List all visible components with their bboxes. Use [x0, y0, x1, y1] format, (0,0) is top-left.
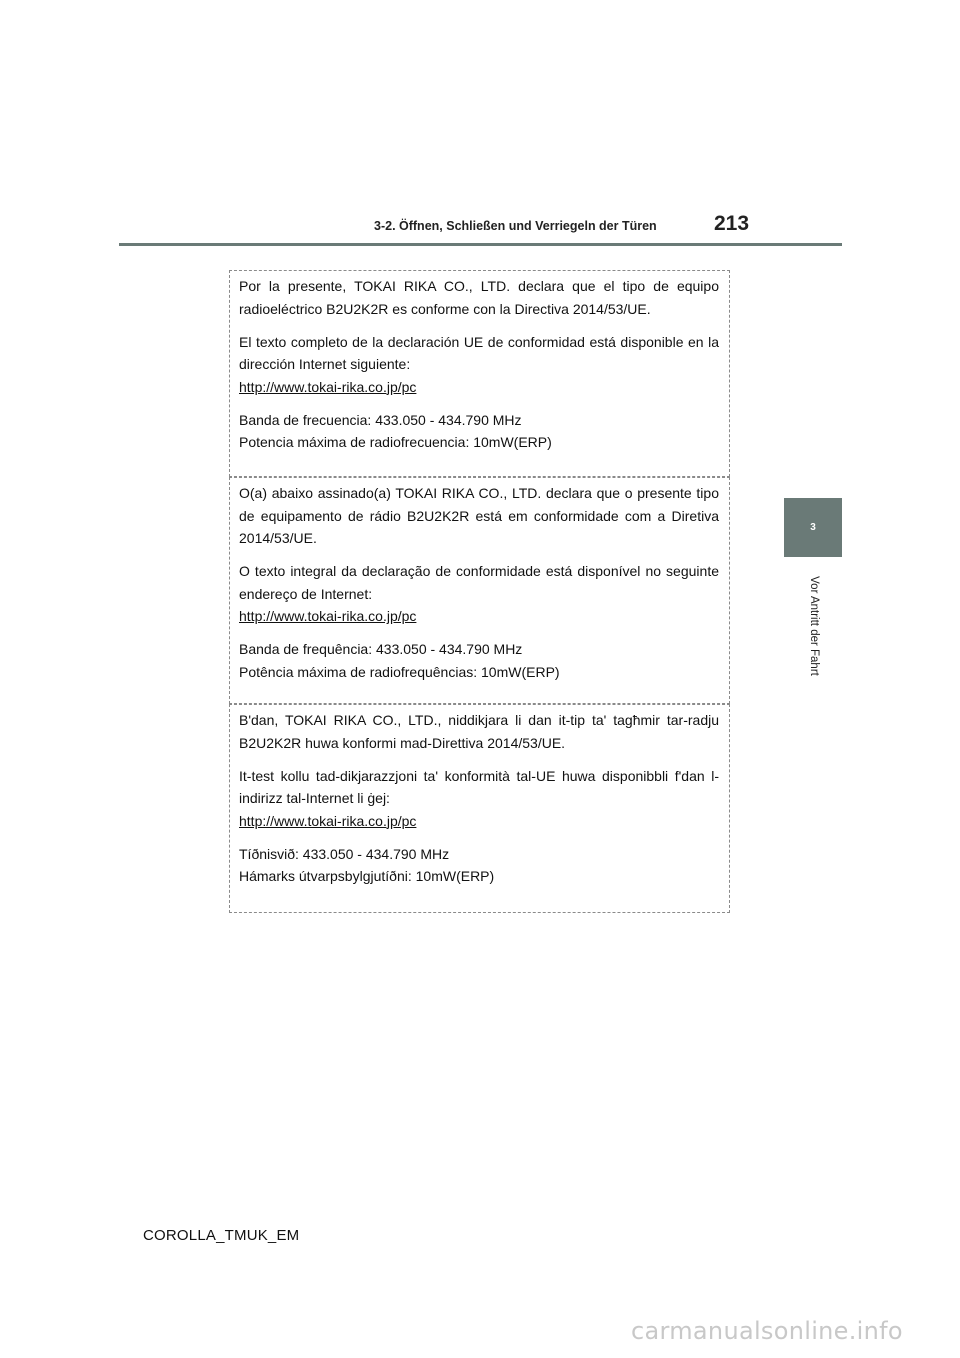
availability-text: O texto integral da declaração de conformidade está disponível no seguinte endereço de Internet:	[239, 563, 719, 602]
declaration-statement: B'dan, TOKAI RIKA CO., LTD., niddikjara li dan it-tip ta' tagħmir tar-radju B2U2K2R huwa konformi mad-Direttiva 2014/53/UE.	[239, 712, 719, 751]
availability-text: It-test kollu tad-dikjarazzjoni ta' konformità tal-UE huwa disponibbli f'dan l-indirizz tal-Internet li ġej:	[239, 767, 719, 806]
model-code: COROLLA_TMUK_EM	[143, 1227, 300, 1244]
declaration-box-spanish	[229, 270, 730, 477]
header-divider	[119, 243, 842, 246]
declaration-url-link[interactable]: http://www.tokai-rika.co.jp/pc	[239, 812, 417, 829]
frequency-band: Tíðnisvið: 433.050 - 434.790 MHz	[239, 845, 450, 862]
max-power: Potencia máxima de radiofrecuencia: 10mW(ERP)	[239, 434, 552, 450]
page-number: 213	[714, 212, 750, 235]
declaration-statement: Por la presente, TOKAI RIKA CO., LTD. declara que el tipo de equipo radioeléctrico B2U2K2R es conforme con la Directiva 2014/53/UE.	[239, 278, 719, 317]
frequency-band: Banda de frequência: 433.050 - 434.790 MHz	[239, 641, 523, 657]
frequency-band: Banda de frecuencia: 433.050 - 434.790 MHz	[239, 411, 522, 428]
radio-specs	[239, 409, 719, 454]
watermark: carmanualsonline.info	[631, 1317, 903, 1345]
declaration-url-link[interactable]: http://www.tokai-rika.co.jp/pc	[239, 378, 417, 395]
declaration-availability	[239, 560, 719, 628]
max-power: Hámarks útvarpsbylgjutíðni: 10mW(ERP)	[239, 868, 495, 884]
chapter-tab: 3	[784, 498, 842, 557]
chapter-title: Vor Antritt der Fahrt	[808, 576, 820, 676]
section-title: 3-2. Öffnen, Schließen und Verriegeln der Türen	[374, 219, 657, 233]
availability-text: El texto completo de la declaración UE de conformidad está disponible en la dirección Internet siguiente:	[239, 333, 719, 372]
declaration-url-link[interactable]: http://www.tokai-rika.co.jp/pc	[239, 608, 417, 624]
declaration-statement: O(a) abaixo assinado(a) TOKAI RIKA CO., LTD. declara que o presente tipo de equipamento de rádio B2U2K2R está em conformidade com a Diretiva 2014/53/UE.	[239, 485, 719, 546]
declaration-availability	[239, 765, 719, 833]
declaration-box-portuguese	[229, 477, 730, 704]
declaration-box-maltese	[229, 704, 730, 913]
declaration-availability	[239, 331, 719, 399]
radio-specs	[239, 638, 719, 683]
radio-specs	[239, 843, 719, 888]
max-power: Potência máxima de radiofrequências: 10mW(ERP)	[239, 663, 560, 680]
